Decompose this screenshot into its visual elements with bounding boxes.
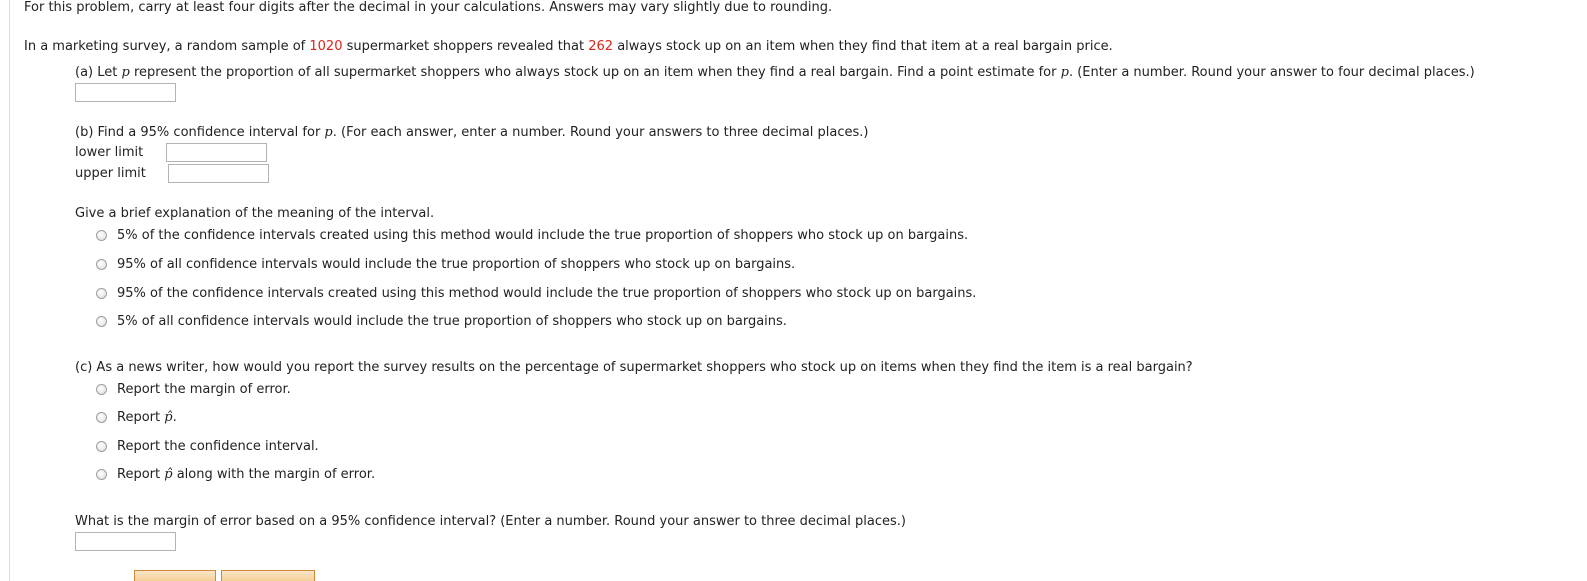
part-b-text-2: . (For each answer, enter a number. Round your answers to three decimal places.): [332, 125, 869, 140]
option-text: .: [172, 409, 177, 425]
variable-p: p: [121, 65, 130, 80]
radio-button[interactable]: [96, 412, 107, 423]
part-a-text-3: . (Enter a number. Round your answer to four decimal places.): [1068, 65, 1475, 80]
option-text: Report: [117, 466, 165, 482]
instructions-text: For this problem, carry at least four digits after the decimal in your calculations. Answers may vary slightly due to rounding.: [24, 0, 833, 15]
explanation-option-2[interactable]: [96, 255, 795, 273]
variable-p-hat: p̂: [164, 466, 173, 482]
lower-limit-label: lower limit: [75, 145, 144, 160]
option-text: along with the margin of error.: [172, 466, 376, 482]
upper-limit-label: upper limit: [75, 166, 146, 181]
option-label: [117, 467, 375, 482]
variable-p-hat: p̂: [164, 409, 173, 425]
part-c-question: (c) As a news writer, how would you report the survey results on the percentage of supermarket shoppers who stock up on items when they find the item is a real bargain?: [75, 360, 1193, 375]
intro-suffix: always stock up on an item when they find that item at a real bargain price.: [613, 39, 1113, 54]
explanation-option-4[interactable]: [96, 312, 787, 330]
option-label: 95% of all confidence intervals would include the true proportion of shoppers who stock up on bargains.: [117, 256, 796, 272]
explanation-prompt: Give a brief explanation of the meaning of the interval.: [75, 206, 435, 221]
option-label: 5% of all confidence intervals would include the true proportion of shoppers who stock up on bargains.: [117, 313, 787, 329]
report-option-1[interactable]: [96, 380, 291, 398]
radio-button[interactable]: [96, 441, 107, 452]
option-label: [117, 410, 177, 425]
lower-limit-input[interactable]: [166, 143, 267, 162]
part-a-question: [75, 65, 1475, 81]
count-value: 262: [588, 39, 614, 54]
report-option-4[interactable]: [96, 465, 375, 483]
part-a-text-1: (a) Let: [75, 65, 122, 80]
radio-button[interactable]: [96, 230, 107, 241]
intro-middle: supermarket shoppers revealed that: [342, 39, 589, 54]
option-label: Report the confidence interval.: [117, 438, 319, 454]
variable-p: p: [1060, 65, 1069, 80]
upper-limit-input[interactable]: [168, 164, 269, 183]
submit-button[interactable]: [134, 570, 216, 581]
margin-of-error-question: What is the margin of error based on a 95% confidence interval? (Enter a number. Round your answer to three decimal places.): [75, 514, 906, 529]
explanation-option-3[interactable]: [96, 284, 976, 302]
option-label: Report the margin of error.: [117, 381, 291, 397]
radio-button[interactable]: [96, 259, 107, 270]
option-label: 5% of the confidence intervals created using this method would include the true proportion of shoppers who stock up on bargains.: [117, 227, 969, 243]
sample-size-value: 1020: [309, 39, 343, 54]
report-option-3[interactable]: [96, 437, 319, 455]
part-b-text-1: (b) Find a 95% confidence interval for: [75, 125, 325, 140]
option-text: Report: [117, 409, 165, 425]
radio-button[interactable]: [96, 316, 107, 327]
radio-button[interactable]: [96, 288, 107, 299]
variable-p: p: [324, 125, 333, 140]
part-a-text-2: represent the proportion of all supermarket shoppers who always stock up on an item when they find a real bargain. Find a point estimate for: [129, 65, 1061, 80]
radio-button[interactable]: [96, 469, 107, 480]
option-label: 95% of the confidence intervals created using this method would include the true proportion of shoppers who stock up on bargains.: [117, 285, 977, 301]
part-b-question: [75, 125, 868, 141]
point-estimate-input[interactable]: [75, 83, 176, 102]
intro-prefix: In a marketing survey, a random sample of: [24, 39, 310, 54]
problem-statement: [24, 39, 1113, 55]
left-border: [9, 0, 10, 581]
report-option-2[interactable]: [96, 408, 177, 426]
margin-of-error-input[interactable]: [75, 532, 176, 551]
save-progress-button[interactable]: [221, 570, 315, 581]
explanation-option-1[interactable]: [96, 226, 968, 244]
radio-button[interactable]: [96, 384, 107, 395]
